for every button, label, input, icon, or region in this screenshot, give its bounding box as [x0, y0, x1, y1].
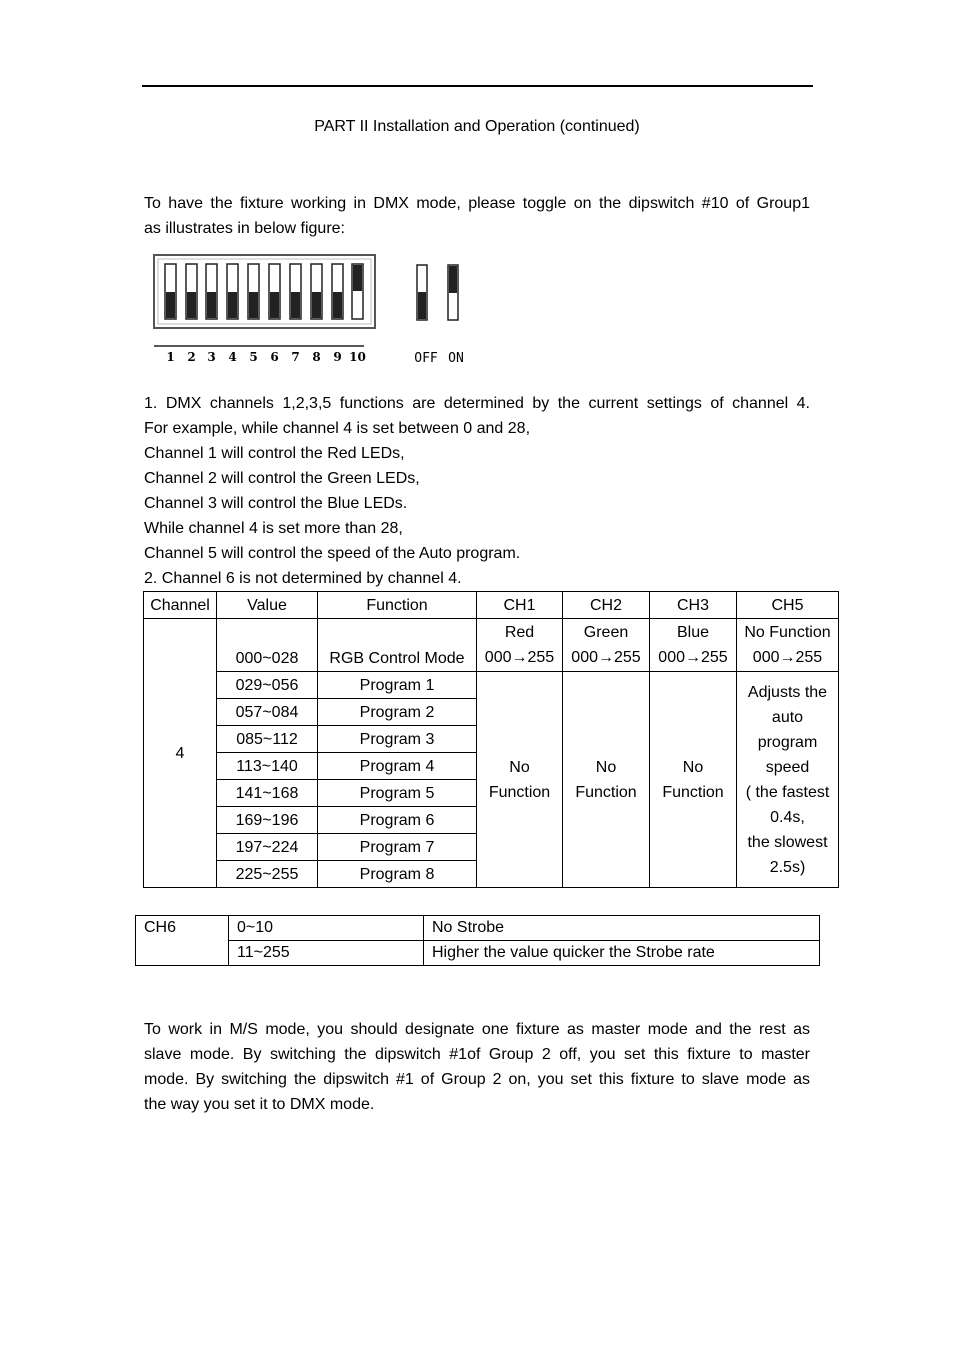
desc-cell: No Strobe	[424, 916, 820, 941]
function-cell: Program 3	[318, 726, 477, 753]
dipswitch-lever	[353, 265, 362, 291]
dipswitch-lever	[228, 292, 237, 318]
dipswitch-number: 10	[349, 350, 366, 364]
legend-off-label: OFF	[414, 351, 438, 366]
note-line: 1. DMX channels 1,2,3,5 functions are determined by the current settings of channel 4.	[144, 395, 810, 412]
function-cell: Program 4	[318, 753, 477, 780]
header-cell: CH5	[737, 592, 839, 619]
dipswitch-number: 8	[312, 350, 321, 364]
function-cell: Program 6	[318, 807, 477, 834]
legend-off-lever	[418, 292, 426, 319]
cell-line: Red	[504, 624, 535, 641]
header-rule	[142, 85, 813, 87]
cell-line: the slowest	[747, 833, 828, 851]
cell-line: Function	[575, 783, 637, 801]
ch6-label-cell: CH6	[136, 916, 229, 966]
value-cell: 029~056	[217, 672, 318, 699]
value-cell: 169~196	[217, 807, 318, 834]
value-cell: 085~112	[217, 726, 318, 753]
header-cell: Function	[318, 592, 477, 619]
cell-line: 2.5s)	[769, 858, 806, 876]
dipswitch-number: 5	[249, 350, 258, 364]
channel-cell: 4	[144, 619, 217, 888]
dipswitch-number: 6	[270, 350, 279, 364]
dipswitch-lever	[333, 292, 342, 318]
cell-line: No	[682, 758, 704, 776]
function-cell: Program 5	[318, 780, 477, 807]
page-header: PART II Installation and Operation (continued)	[314, 118, 640, 135]
value-cell: 11~255	[229, 941, 424, 966]
function-cell: Program 7	[318, 834, 477, 861]
ch3-no-function-cell	[650, 672, 737, 888]
ms-line: slave mode. By switching the dipswitch #1of Group 2 off, you set this fixture to master	[144, 1046, 810, 1063]
ch2-cell	[563, 619, 650, 672]
note-line: Channel 5 will control the speed of the Auto program.	[144, 545, 521, 562]
ch1-cell	[477, 619, 563, 672]
dipswitch-lever	[312, 292, 321, 318]
cell-line: speed	[765, 758, 810, 776]
intro-paragraph	[144, 191, 810, 241]
note-line: For example, while channel 4 is set between 0 and 28,	[144, 420, 531, 437]
legend-on-label: ON	[448, 351, 464, 366]
cell-line: 000→255	[658, 649, 728, 666]
table-row	[136, 941, 820, 966]
table-row	[144, 672, 839, 699]
note-line: 2. Channel 6 is not determined by channel 4.	[144, 570, 462, 587]
dipswitch-number: 4	[228, 350, 237, 364]
dipswitch-number: 7	[291, 350, 300, 364]
ms-mode-paragraph	[144, 1017, 810, 1117]
ms-line: To work in M/S mode, you should designate one fixture as master mode and the rest as	[144, 1021, 810, 1038]
header-cell: CH2	[563, 592, 650, 619]
dipswitch-lever	[270, 292, 279, 318]
note-line: Channel 2 will control the Green LEDs,	[144, 470, 420, 487]
header-cell: Channel	[144, 592, 217, 619]
note-line: Channel 3 will control the Blue LEDs.	[144, 495, 408, 512]
cell-line: Green	[583, 624, 629, 641]
cell-line: No	[595, 758, 617, 776]
header-cell: CH3	[650, 592, 737, 619]
value-cell: 141~168	[217, 780, 318, 807]
cell-line: 000→255	[484, 649, 555, 666]
channel-notes	[144, 391, 810, 591]
table-row	[144, 619, 839, 672]
cell-line: Function	[488, 783, 551, 801]
cell-line: ( the fastest	[745, 783, 830, 801]
dipswitch-number: 9	[333, 350, 342, 364]
function-cell: RGB Control Mode	[318, 619, 477, 672]
value-cell: 0~10	[229, 916, 424, 941]
dmx-channel-table	[143, 591, 839, 888]
cell-line: No Function	[744, 624, 831, 641]
intro-line: as illustrates in below figure:	[144, 220, 345, 237]
ch5-speed-cell	[737, 672, 839, 888]
dipswitch-lever	[187, 292, 196, 318]
cell-line: 000→255	[571, 649, 641, 666]
cell-line: 000→255	[752, 649, 823, 666]
intro-line: To have the fixture working in DMX mode, please toggle on the dipswitch #10 of Group1	[144, 195, 810, 212]
cell-line: program	[757, 733, 818, 751]
ch2-no-function-cell	[563, 672, 650, 888]
cell-line: auto	[771, 708, 804, 726]
cell-line: Adjusts the	[747, 683, 828, 701]
dipswitch-lever	[166, 292, 175, 318]
value-cell: 057~084	[217, 699, 318, 726]
ch6-table	[135, 915, 820, 966]
note-line: Channel 1 will control the Red LEDs,	[144, 445, 405, 462]
table-header-row	[144, 592, 839, 619]
ch5-cell	[737, 619, 839, 672]
value-cell: 000~028	[217, 619, 318, 672]
header-cell: Value	[217, 592, 318, 619]
function-cell: Program 1	[318, 672, 477, 699]
ms-line: mode. By switching the dipswitch #1 of Group 2 on, you set this fixture to slave mode as	[144, 1071, 810, 1088]
dipswitch-lever	[291, 292, 300, 318]
cell-line: No	[509, 758, 530, 776]
value-cell: 197~224	[217, 834, 318, 861]
value-cell: 225~255	[217, 861, 318, 888]
dipswitch-number: 1	[166, 350, 175, 364]
dipswitch-figure	[150, 250, 480, 368]
legend-on-lever	[449, 266, 457, 293]
ch3-cell	[650, 619, 737, 672]
cell-line: Function	[662, 783, 724, 801]
header-cell: CH1	[477, 592, 563, 619]
dipswitch-number: 3	[207, 350, 216, 364]
function-cell: Program 2	[318, 699, 477, 726]
dipswitch-lever	[207, 292, 216, 318]
function-cell: Program 8	[318, 861, 477, 888]
dipswitch-number: 2	[187, 350, 196, 364]
dipswitch-lever	[249, 292, 258, 318]
value-cell: 113~140	[217, 753, 318, 780]
ch1-no-function-cell	[477, 672, 563, 888]
ms-line: the way you set it to DMX mode.	[144, 1096, 375, 1113]
table-row	[136, 916, 820, 941]
cell-line: 0.4s,	[770, 808, 805, 826]
cell-line: Blue	[676, 624, 710, 641]
note-line: While channel 4 is set more than 28,	[144, 520, 403, 537]
desc-cell: Higher the value quicker the Strobe rate	[424, 941, 820, 966]
